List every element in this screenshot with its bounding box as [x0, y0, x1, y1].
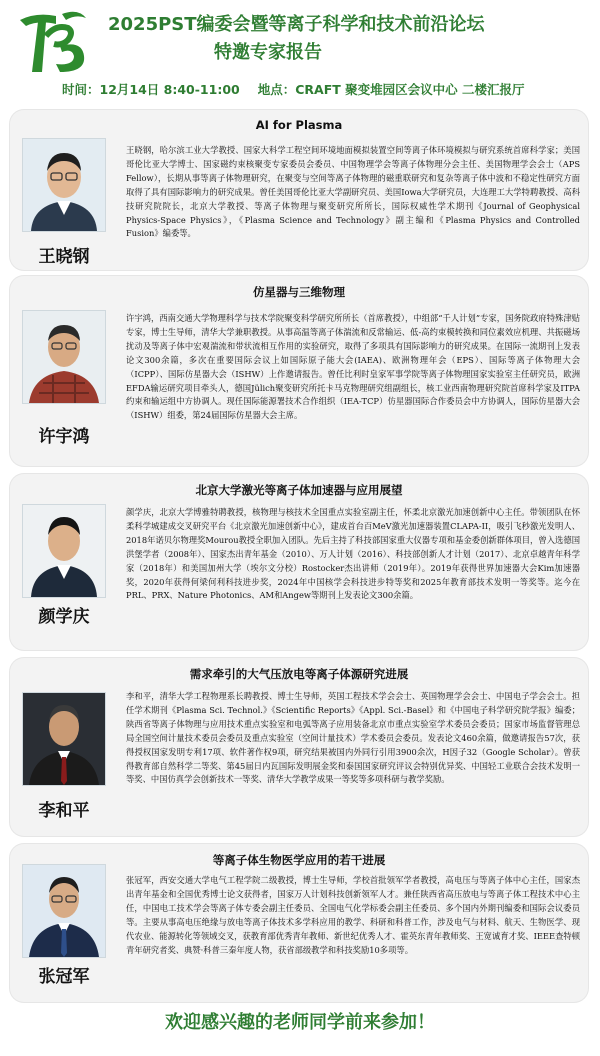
speaker-card-3	[10, 474, 588, 650]
speaker-card-5	[10, 844, 588, 1002]
header	[0, 0, 600, 108]
event-title: 2025PST编委会暨等离子科学和技术前沿论坛	[108, 14, 485, 35]
talk-topic: 需求牵引的大气压放电等离子体源研究进展	[189, 667, 409, 681]
event-info	[62, 80, 592, 98]
portrait-icon	[23, 311, 105, 403]
speaker-photo	[22, 864, 106, 958]
speaker-name: 李和平	[38, 801, 90, 821]
portrait-icon	[23, 693, 105, 785]
portrait-icon	[23, 505, 105, 597]
speaker-bio: 许宇鸿，西南交通大学物理科学与技术学院聚变科学研究所所长（首席教授），中组部“千人计划”专家，国务院政府特殊津贴专家，博士生导师，清华大学兼职教授。从事高温等离子体湍流和反常输运、低-高约束模转换和同位素效应机理、共振磁场扰动及等离子体中宏观湍流和带状流相互作用的实验研究，取得了多项具有国际影响力的研究成果。在国际一流期刊上发表论文300余篇，多次在重要国际会议上如国际原子能大会(IAEA)、欧洲物理年会（EPS）、国际等离子体物理大会（ICPP）、国际仿星器大会（ISHW）上作邀请报告。曾任比利时皇家军事学院等离子体物理国家实验室主任研究员，欧洲EFDA输运研究项目牵头人，德国Jülich聚变研究所托卡马克物理研究组副组长，核工业西南物理研究院首席科学家及ITPA约束和输运组中方协调人。现任国际能源署技术合作组织（IEA-TCP）仿星器国际合作委员会中方协调人，国际仿星器大会（ISHW）组委，第24届国际仿星器大会主席。	[126, 313, 580, 421]
footer-welcome: 欢迎感兴趣的老师同学前来参加！	[165, 1012, 435, 1033]
pst-logo	[16, 6, 90, 78]
speaker-name: 颜学庆	[38, 607, 90, 627]
speaker-photo	[22, 138, 106, 232]
talk-topic: 等离子体生物医学应用的若干进展	[212, 853, 386, 867]
event-location: 地点：CRAFT 聚变堆园区会议中心 二楼汇报厅	[257, 82, 525, 97]
speaker-bio: 张冠军，西安交通大学电气工程学院二级教授，博士生导师，学校首批领军学者教授，高电压与等离子体中心主任，国家杰出青年基金和全国优秀博士论文获得者，国家万人计划科技创新领军人才。兼任陕西省高压放电与等离子体工程技术中心主任，中国电工技术学会等离子体专委会副主任委员、全国电气化学标委会副主任委员、多个国内外期刊编委和国际会议委员等。主要从事高电压绝缘与放电等离子体技术多学科应用的教学、科研和科普工作，涉及电气与材料、航天、生物医学、现代农业、能源转化等领域交叉，获教育部优秀青年教师、新世纪优秀人才、霍英东青年教师奖、王宽诚育才奖、IEEE查特顿青年研究者奖、典赞·科普三秦年度人物，获省部级教学和科技奖励10多项等。	[126, 875, 580, 955]
speaker-bio: 王晓钢，哈尔滨工业大学教授、国家大科学工程空间环境地面模拟装置空间等离子体环境模拟与研究系统首席科学家；美国哥伦比亚大学博士、国家磁约束核聚变专家委员会委员、中国物理学会等离子体物理分会主任、美国物理学会会士（APS Fellow），长期从事等离子体物理研究，在聚变与空间等离子体物理的磁重联研究和复杂等离子体中波和不稳定性研究方面取得了具有国际影响力的研究成果。曾任美国哥伦比亚大学副研究员、美国Iowa大学研究员，大连理工大学特聘教授、高科技研究院院长，北京大学教授、等离子体物理与聚变研究所所长，国际权威性学术期刊《Journal of Geophysical Physics-Space Physics》，《Plasma Science and Technology》副主编和《Plasma Physics and Controlled Fusion》编委等。	[126, 145, 580, 239]
talk-topic: 仿星器与三维物理	[253, 285, 345, 299]
speaker-name: 许宇鸿	[38, 427, 90, 447]
speaker-card-1	[10, 110, 588, 270]
speaker-bio: 颜学庆，北京大学博雅特聘教授，核物理与核技术全国重点实验室副主任，怀柔北京激光加速创新中心主任。带领团队在怀柔科学城建成交叉研究平台《北京激光加速创新中心》，建成首台百MeV激光加速器装置CLAPA-II，吸引飞秒激光发明人、2018年诺贝尔物理奖Mourou教授全职加入团队。先后主持了科技部国家重大仪器专项和基金委创新群体项目，曾入选德国洪堡学者（2008年）、国家杰出青年基金（2010）、万人计划（2016）、科技部创新人才计划（2017）、北京卓越青年科学家（2018年）和美国加州大学（埃尔文分校）Rostocker杰出讲师（2019年）。2019年获得世界加速器大会Kim加速器奖，2020年获得何梁何利科技进步奖，2024年中国核学会科技进步特等奖和2025年教育部技术发明一等奖等。迄今在PRL、PRX、Nature Photonics、AM和Angew等期刊上发表论文300余篇。	[126, 507, 580, 601]
speaker-photo	[22, 310, 106, 404]
speaker-bio: 李和平，清华大学工程物理系长聘教授、博士生导师，英国工程技术学会会士、英国物理学会会士、中国电子学会会士。担任学术期刊《Plasma Sci. Technol.》《Scientific Reports》《Appl. Sci.-Basel》和《中国电子科学研究院学报》编委；陕西省等离子体物理与应用技术重点实验室和电弧等离子应用装备北京市重点实验室学术委员会委员；国家市场监督管理总局全国空间计量技术委员会委员及重点实验室（空间计量技术）学术委员会委员。发表论文460余篇，做邀请报告57次，获得授权国家发明专利17项、软件著作权9项，研究结果被国内外同行引用3900余次，H因子32（Google Scholar）。曾获得教育部自然科学二等奖、第45届日内瓦国际发明展金奖和泰国国家研究评议会特别优异奖、中国轻工业联合会技术发明一等奖、中国仿真学会创新技术一等奖、清华大学教学成果一等奖等多项科研与教学奖励。	[126, 691, 580, 785]
speaker-name: 张冠军	[38, 967, 90, 987]
portrait-icon	[23, 865, 105, 957]
event-time: 时间：12月14日 8:40-11:00	[62, 82, 240, 97]
talk-topic: 北京大学激光等离子体加速器与应用展望	[195, 483, 403, 497]
event-subtitle: 特邀专家报告	[214, 42, 322, 63]
speaker-photo	[22, 504, 106, 598]
speaker-name: 王晓钢	[38, 247, 90, 267]
speaker-photo	[22, 692, 106, 786]
speaker-card-2	[10, 276, 588, 466]
speaker-card-4	[10, 658, 588, 836]
talk-topic: AI for Plasma	[255, 118, 343, 132]
portrait-icon	[23, 139, 105, 231]
